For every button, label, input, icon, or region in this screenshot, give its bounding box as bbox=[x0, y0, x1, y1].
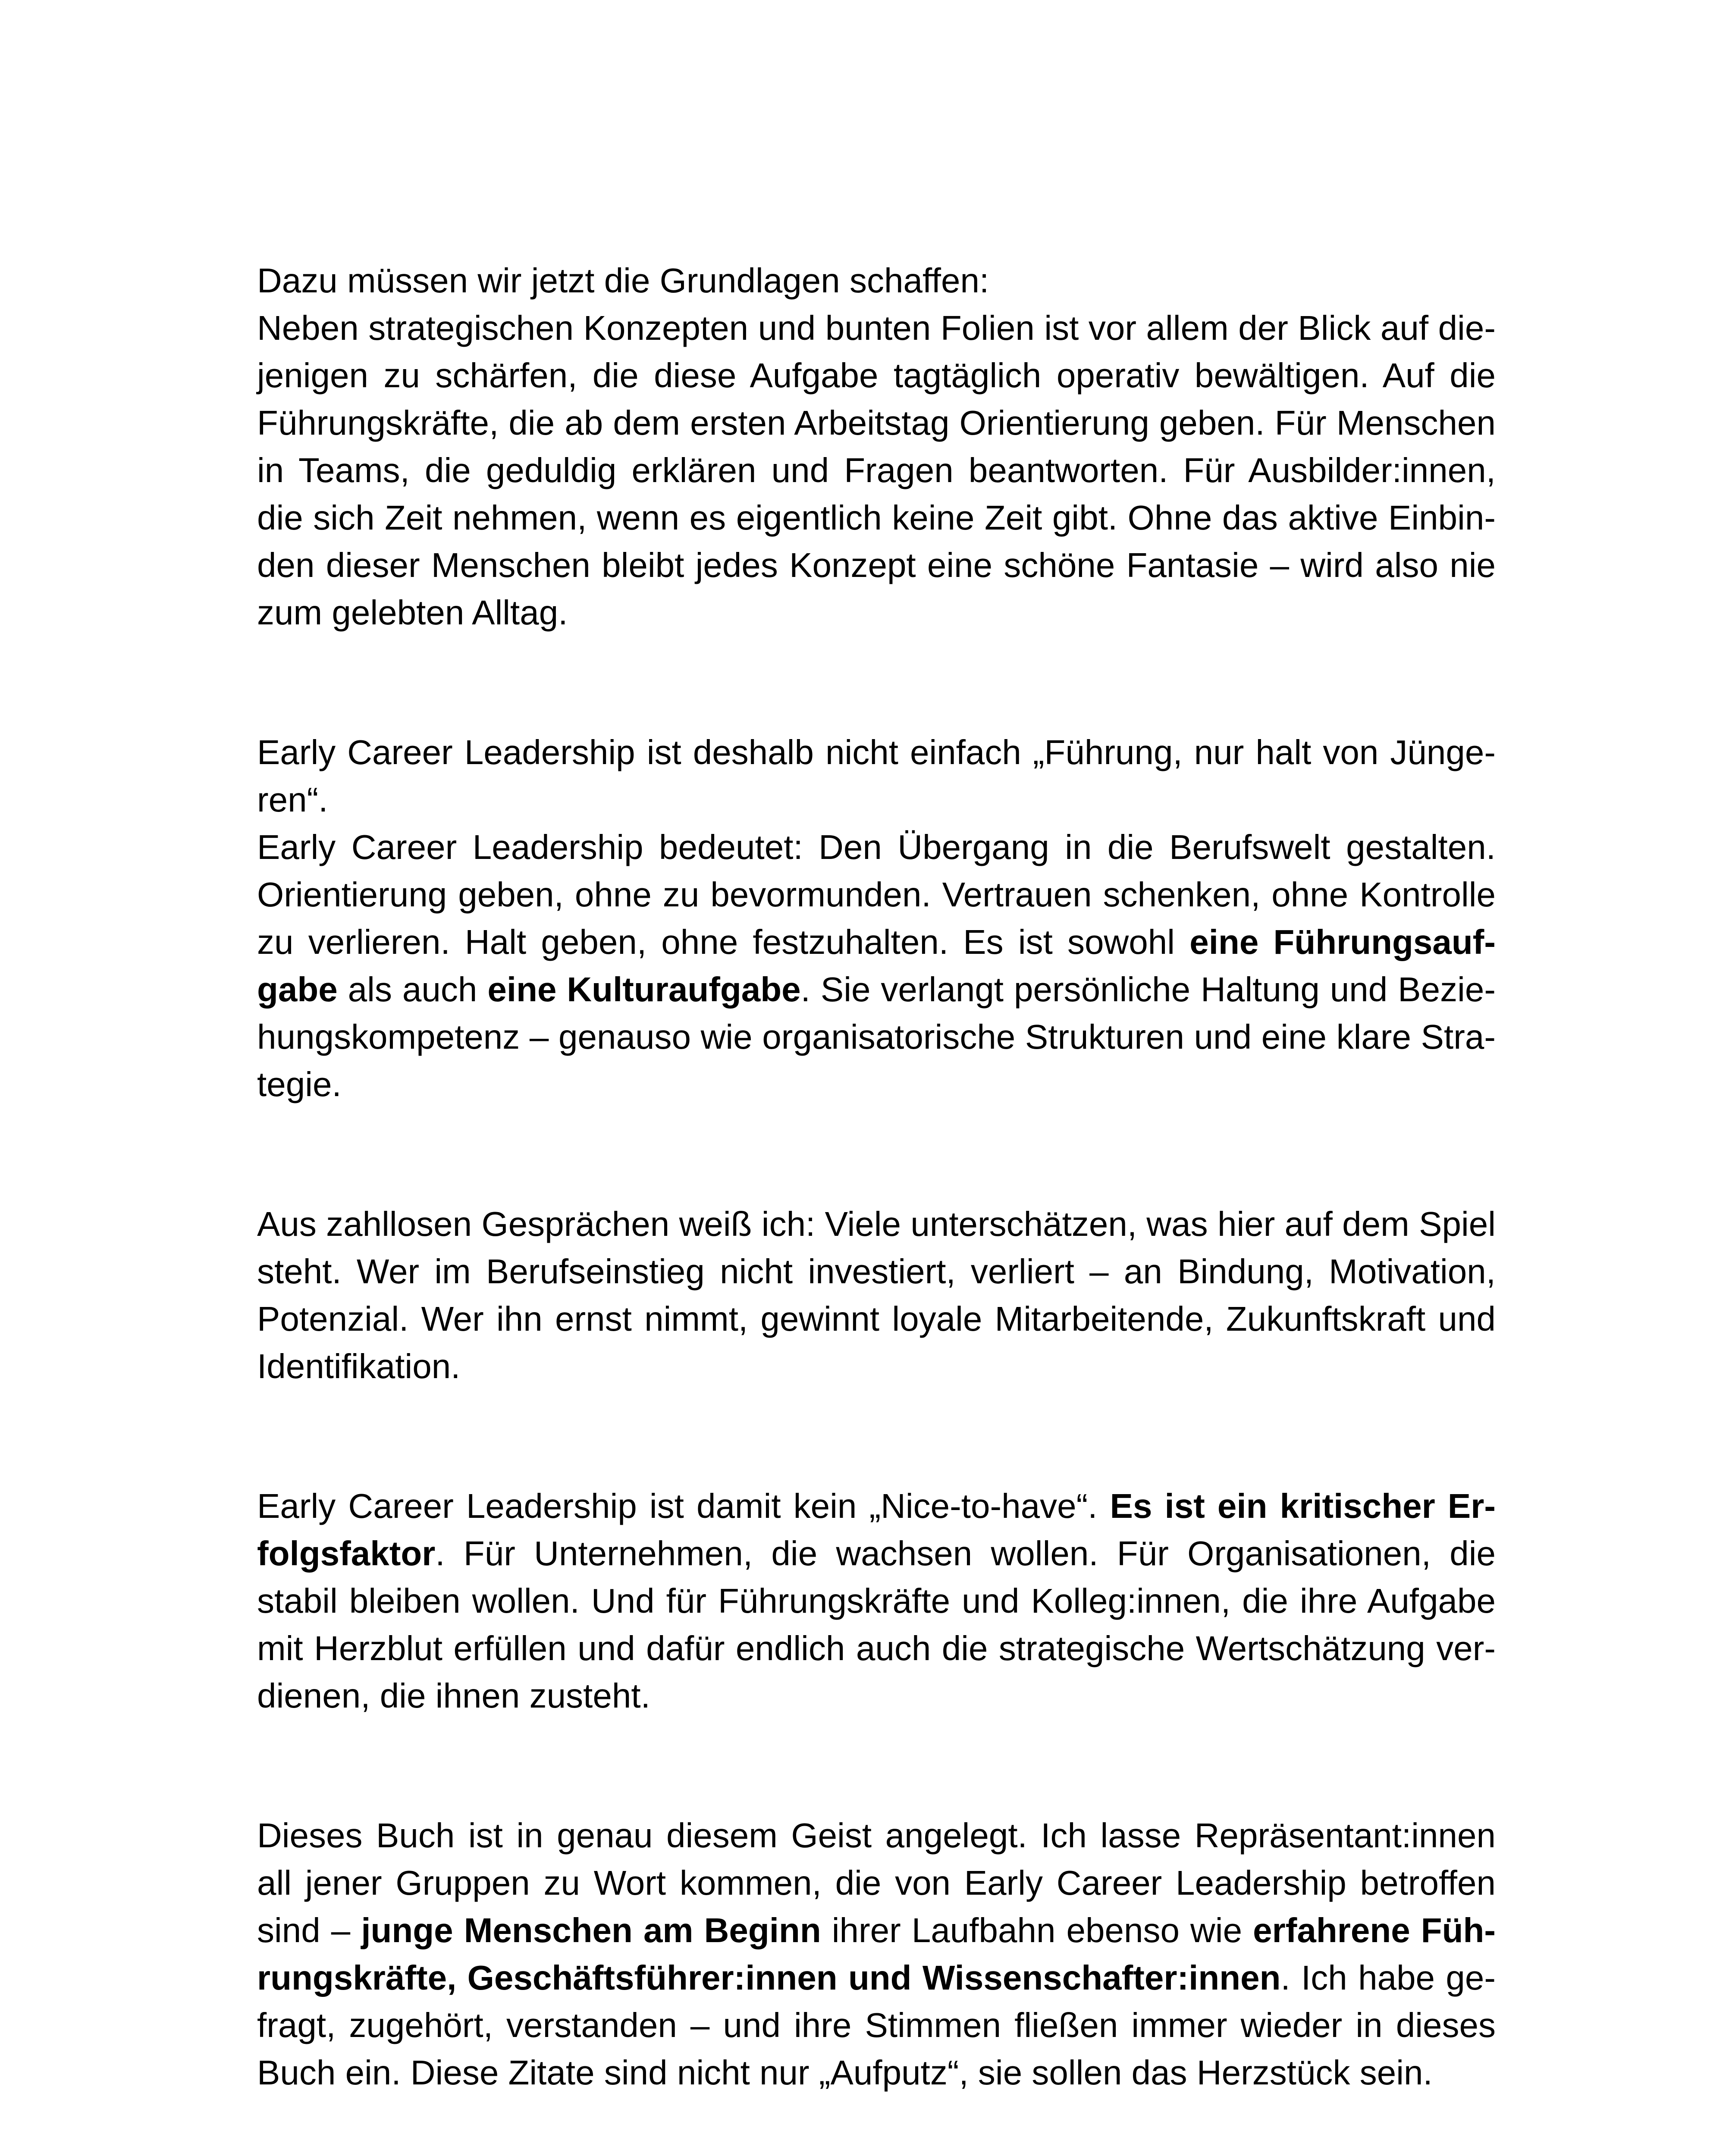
text-segment: . Sie verlangt persönliche Haltung und Bezie- bbox=[800, 970, 1496, 1009]
text-line bbox=[257, 1343, 1496, 1390]
bold-text: eine Kulturaufgabe bbox=[487, 970, 801, 1009]
text-segment: tegie. bbox=[257, 1065, 342, 1103]
text-line bbox=[257, 1812, 1496, 1859]
text-segment: in Teams, die geduldig erklären und Fragen beantworten. Für Ausbilder:innen, bbox=[257, 451, 1496, 489]
text-segment: jenigen zu schärfen, die diese Aufgabe tagtäglich operativ bewältigen. Auf die bbox=[257, 356, 1496, 395]
bold-text: Es ist ein kritischer Er- bbox=[1110, 1487, 1496, 1525]
text-line bbox=[257, 589, 1496, 636]
text-line bbox=[257, 1200, 1496, 1248]
text-segment: fragt, zugehört, verstanden – und ihre Stimmen fließen immer wieder in dieses bbox=[257, 2006, 1496, 2044]
text-line bbox=[257, 871, 1496, 918]
text-line bbox=[257, 399, 1496, 447]
bold-text: gabe bbox=[257, 970, 338, 1009]
paragraph bbox=[257, 729, 1496, 1108]
text-segment: Potenzial. Wer ihn ernst nimmt, gewinnt loyale Mitarbeitende, Zukunftskraft und bbox=[257, 1300, 1496, 1338]
text-line bbox=[257, 1248, 1496, 1295]
text-line bbox=[257, 304, 1496, 352]
text-line bbox=[257, 2049, 1496, 2096]
text-segment: Dazu müssen wir jetzt die Grundlagen schaffen: bbox=[257, 261, 989, 300]
text-line bbox=[257, 494, 1496, 542]
text-line bbox=[257, 1954, 1496, 2002]
text-segment: hungskompetenz – genauso wie organisatorische Strukturen und eine klare Stra- bbox=[257, 1018, 1496, 1056]
text-line bbox=[257, 1859, 1496, 1907]
body-text bbox=[257, 257, 1496, 2156]
text-line bbox=[257, 2002, 1496, 2049]
text-line bbox=[257, 824, 1496, 871]
text-line bbox=[257, 352, 1496, 399]
text-line bbox=[257, 1295, 1496, 1343]
text-segment: Identifikation. bbox=[257, 1347, 461, 1385]
text-segment: steht. Wer im Berufseinstieg nicht investiert, verliert – an Bindung, Motivation, bbox=[257, 1252, 1496, 1291]
paragraph bbox=[257, 1200, 1496, 1390]
text-segment: zum gelebten Alltag. bbox=[257, 593, 568, 632]
text-line bbox=[257, 776, 1496, 824]
text-line bbox=[257, 447, 1496, 494]
text-line bbox=[257, 257, 1496, 304]
text-line bbox=[257, 1482, 1496, 1530]
text-line bbox=[257, 729, 1496, 776]
text-line bbox=[257, 1907, 1496, 1954]
paragraph bbox=[257, 1482, 1496, 1720]
text-segment: sind – bbox=[257, 1911, 361, 1949]
text-line bbox=[257, 1672, 1496, 1720]
text-segment: Führungskräfte, die ab dem ersten Arbeitstag Orientierung geben. Für Menschen bbox=[257, 404, 1496, 442]
text-segment: . Ich habe ge- bbox=[1280, 1959, 1496, 1997]
paragraph bbox=[257, 1812, 1496, 2096]
bold-text: erfahrene Füh- bbox=[1253, 1911, 1496, 1949]
text-segment: mit Herzblut erfüllen und dafür endlich auch die strategische Wertschätzung ver- bbox=[257, 1629, 1496, 1667]
text-segment: Neben strategischen Konzepten und bunten Folien ist vor allem der Blick auf die- bbox=[257, 309, 1496, 347]
paragraph bbox=[257, 257, 1496, 636]
text-segment: Early Career Leadership ist deshalb nicht einfach „Führung, nur halt von Jünge- bbox=[257, 733, 1496, 771]
text-segment: ihrer Laufbahn ebenso wie bbox=[821, 1911, 1253, 1949]
bold-text: junge Menschen am Beginn bbox=[361, 1911, 821, 1949]
bold-text: rungskräfte, Geschäftsführer:innen und Wissenschafter:innen bbox=[257, 1959, 1281, 1997]
text-segment: die sich Zeit nehmen, wenn es eigentlich keine Zeit gibt. Ohne das aktive Einbin- bbox=[257, 498, 1496, 537]
text-line bbox=[257, 1013, 1496, 1061]
text-line bbox=[257, 1061, 1496, 1108]
text-segment: all jener Gruppen zu Wort kommen, die von Early Career Leadership betroffen bbox=[257, 1864, 1496, 1902]
text-segment: als auch bbox=[337, 970, 488, 1009]
text-segment: dienen, die ihnen zusteht. bbox=[257, 1677, 650, 1715]
text-line bbox=[257, 918, 1496, 966]
text-segment: Early Career Leadership bedeutet: Den Übergang in die Berufswelt gestalten. bbox=[257, 828, 1496, 866]
text-line bbox=[257, 1530, 1496, 1577]
text-line bbox=[257, 966, 1496, 1013]
text-segment: Early Career Leadership ist damit kein „Nice-to-have“. bbox=[257, 1487, 1110, 1525]
text-segment: . Für Unternehmen, die wachsen wollen. Für Organisationen, die bbox=[435, 1534, 1496, 1573]
bold-text: folgsfaktor bbox=[257, 1534, 436, 1573]
text-segment: ren“. bbox=[257, 780, 328, 819]
text-line bbox=[257, 1577, 1496, 1625]
bold-text: eine Führungsauf- bbox=[1189, 923, 1496, 961]
text-segment: stabil bleiben wollen. Und für Führungskräfte und Kolleg:innen, die ihre Aufgabe bbox=[257, 1582, 1496, 1620]
text-segment: zu verlieren. Halt geben, ohne festzuhalten. Es ist sowohl bbox=[257, 923, 1190, 961]
text-segment: Aus zahllosen Gesprächen weiß ich: Viele unterschätzen, was hier auf dem Spiel bbox=[257, 1205, 1496, 1243]
text-segment: Dieses Buch ist in genau diesem Geist angelegt. Ich lasse Repräsentant:innen bbox=[257, 1816, 1496, 1855]
text-line bbox=[257, 542, 1496, 589]
text-segment: den dieser Menschen bleibt jedes Konzept eine schöne Fantasie – wird also nie bbox=[257, 546, 1496, 584]
text-segment: Buch ein. Diese Zitate sind nicht nur „Aufputz“, sie sollen das Herzstück sein. bbox=[257, 2053, 1433, 2092]
text-segment: Orientierung geben, ohne zu bevormunden. Vertrauen schenken, ohne Kontrolle bbox=[257, 875, 1496, 914]
text-line bbox=[257, 1625, 1496, 1672]
